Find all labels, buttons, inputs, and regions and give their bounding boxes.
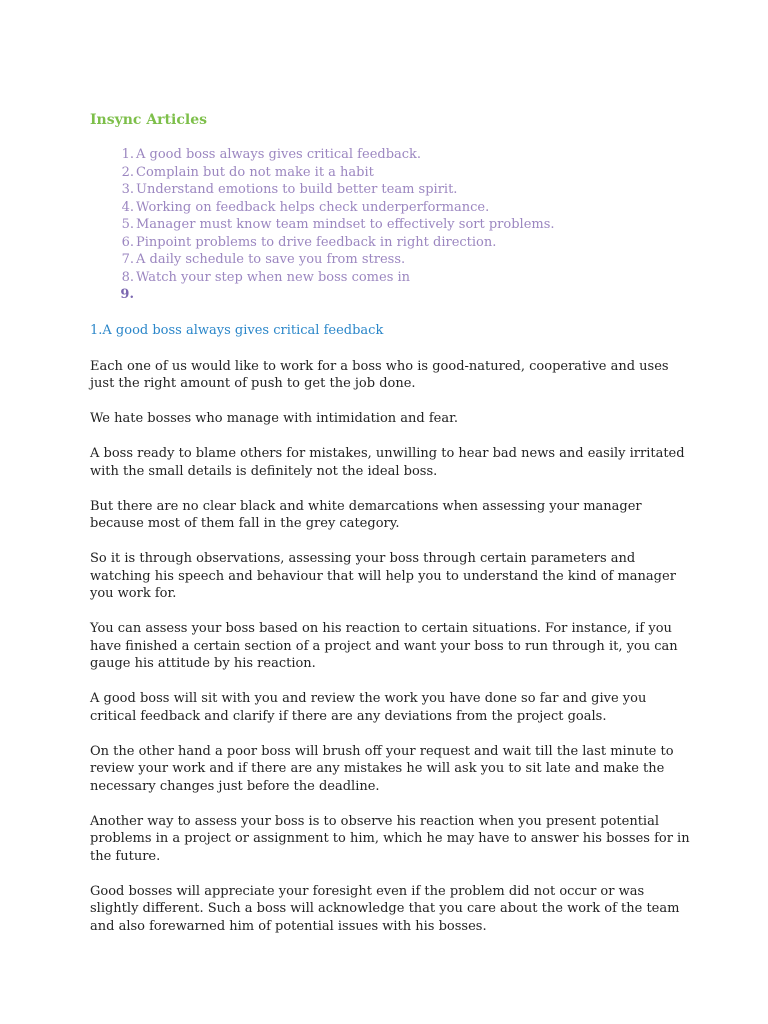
toc-item [90,251,690,269]
toc-item-number: 9. [120,287,134,302]
toc-item [90,164,690,182]
document-title: Insync Articles [90,112,207,128]
toc-item-text: Complain but do not make it a habit [136,164,374,180]
toc-item [90,286,690,304]
toc-item [90,269,690,287]
toc-item-number: 4. [121,199,134,215]
toc-item-text: Working on feedback helps check underperformance. [136,199,490,215]
toc-item-number: 6. [121,234,134,250]
body-paragraph: Good bosses will appreciate your foresight even if the problem did not occur or was slightly different. Such a boss will acknowledge that you care about the work of the team and also forewarned him of potential issues with his bosses. [90,883,680,934]
table-of-contents [90,146,690,304]
toc-item-number: 1. [121,147,134,162]
body-paragraph: So it is through observations, assessing your boss through certain parameters and watching his speech and behaviour that will help you to understand the kind of manager you work for. [90,551,676,601]
section-heading: 1.A good boss always gives critical feedback [90,322,384,338]
body-paragraph: But there are no clear black and white demarcations when assessing your manager because most of them fall in the grey category. [90,498,642,531]
body-paragraph: A good boss will sit with you and review the work you have done so far and give you critical feedback and clarify if there are any deviations from the project goals. [90,691,647,724]
body-paragraph: Each one of us would like to work for a boss who is good-natured, cooperative and uses just the right amount of push to get the job done. [90,358,669,391]
toc-item [90,181,690,199]
toc-item [90,234,690,252]
body-paragraph: A boss ready to blame others for mistakes, unwilling to hear bad news and easily irritated with the small details is definitely not the ideal boss. [90,446,685,479]
toc-item [90,146,690,164]
body-paragraph: We hate bosses who manage with intimidation and fear. [90,411,459,426]
toc-item-text [134,286,136,304]
document-page [90,110,690,953]
toc-item-text: Manager must know team mindset to effectively sort problems. [136,217,555,232]
toc-item-text: A daily schedule to save you from stress. [136,252,406,267]
toc-item-text: Pinpoint problems to drive feedback in right direction. [136,234,497,250]
body-paragraph: Another way to assess your boss is to observe his reaction when you present potential problems in a project or assignment to him, which he may have to answer his bosses for in the future. [90,813,690,864]
body-paragraph: You can assess your boss based on his reaction to certain situations. For instance, if you have finished a certain section of a project and want your boss to run through it, you can gauge his attitude by his reaction. [90,621,678,671]
toc-item-text: Watch your step when new boss comes in [136,269,411,285]
toc-item-number: 2. [121,164,134,180]
body-paragraph: On the other hand a poor boss will brush off your request and wait till the last minute to review your work and if there are any mistakes he will ask you to sit late and make the necessary changes just before the deadline. [90,743,674,794]
toc-item-text: A good boss always gives critical feedback. [136,147,422,162]
toc-item-number: 3. [121,182,134,197]
toc-item-number: 8. [121,269,134,285]
toc-item-text: Understand emotions to build better team spirit. [136,182,458,197]
toc-item-number: 5. [121,217,134,232]
toc-item [90,216,690,234]
toc-item-number: 7. [121,252,134,267]
toc-item [90,199,690,217]
